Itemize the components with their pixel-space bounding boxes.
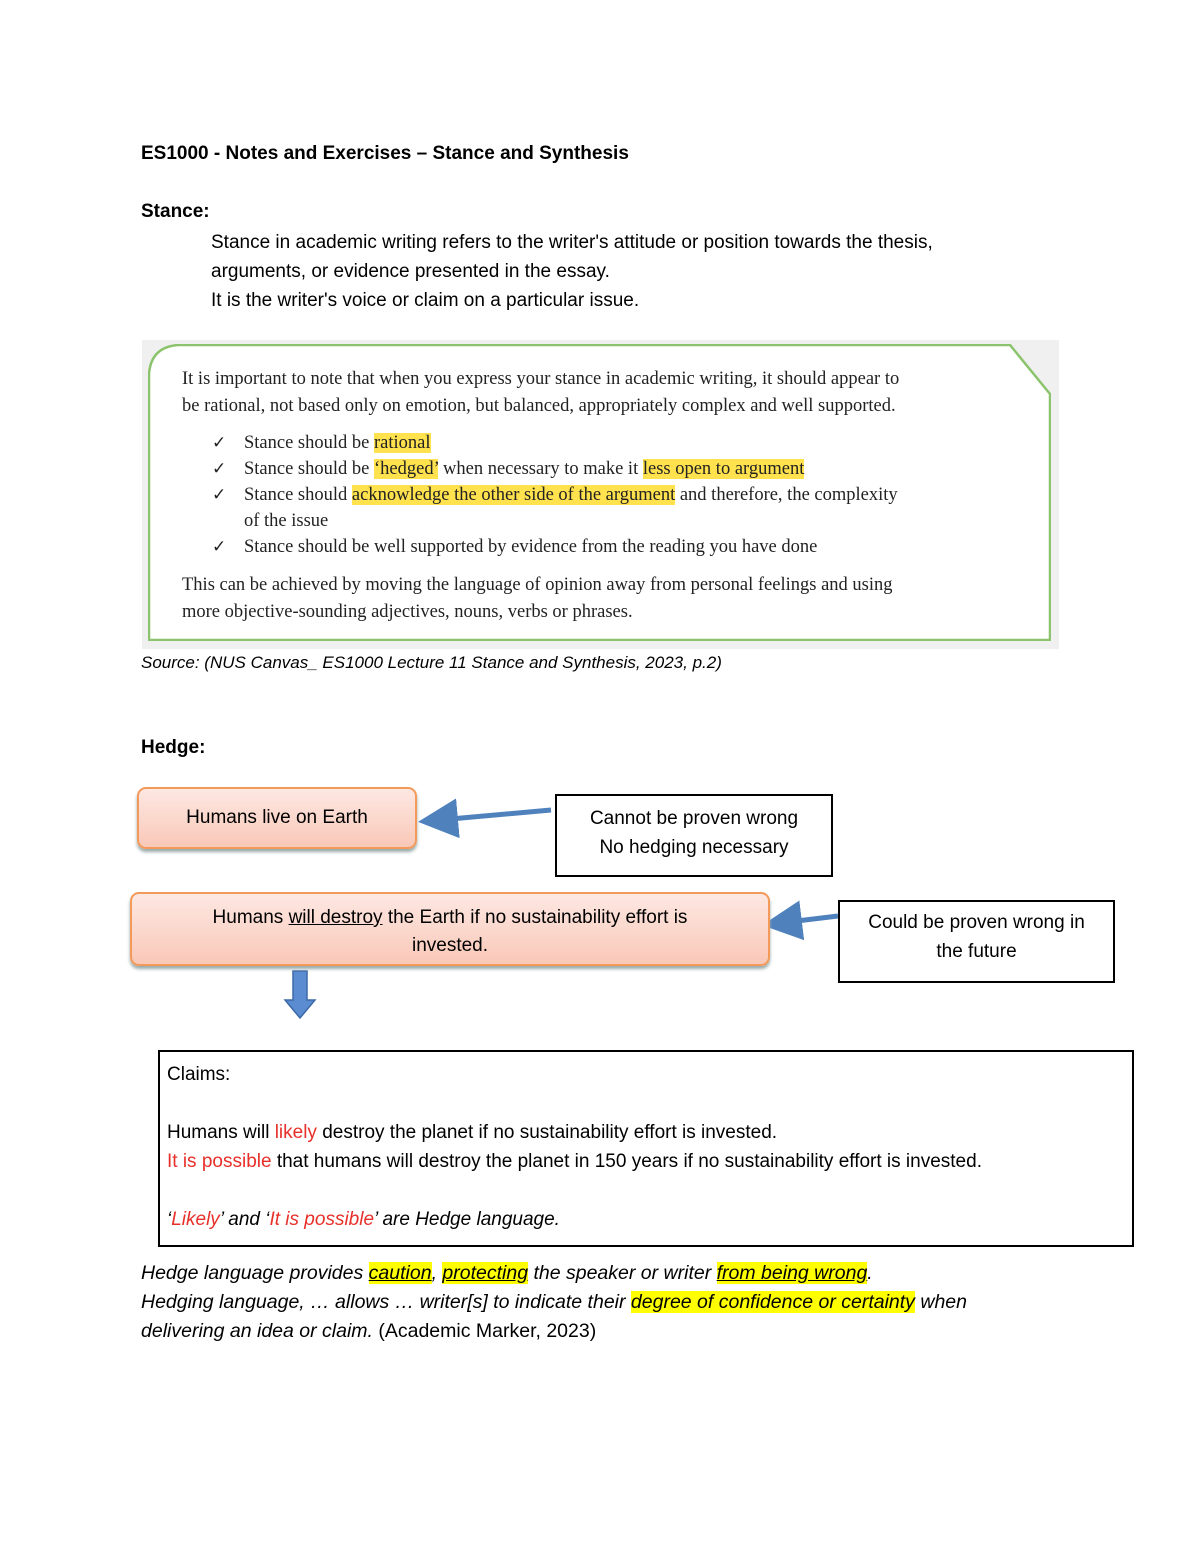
source-citation: Source: (NUS Canvas_ ES1000 Lecture 11 Stance and Synthesis, 2023, p.2): [141, 653, 722, 672]
claim-line: It is possible that humans will destroy the planet in 150 years if no sustainability effort is invested.: [167, 1151, 982, 1172]
highlight: acknowledge the other side of the argument: [351, 485, 676, 505]
list-item: ✓ Stance should be ‘hedged’ when necessary to make it less open to argument: [212, 456, 1012, 482]
list-item: ✓ Stance should acknowledge the other side of the argument and therefore, the complexity of the issue: [212, 482, 1012, 534]
quote-intro: It is important to note that when you express your stance in academic writing, it should appear to: [182, 369, 900, 389]
quote-outro: more objective-sounding adjectives, nouns, verbs or phrases.: [182, 602, 633, 622]
stance-line: It is the writer's voice or claim on a particular issue.: [211, 290, 640, 311]
stance-heading: Stance:: [141, 201, 210, 222]
stance-line: arguments, or evidence presented in the essay.: [211, 261, 610, 282]
claim-unhedged-box: Humans will destroy the Earth if no sustainability effort is invested.: [130, 892, 770, 966]
check-icon: ✓: [212, 459, 227, 478]
hedge-explanation: Hedge language provides caution, protecting the speaker or writer from being wrong. Hedging language, … allows … writer[s] to indicate their degree of confidence or certainty when delivering an idea or claim. (Academic Marker, 2023): [141, 1262, 967, 1342]
stance-line: Stance in academic writing refers to the writer's attitude or position towards the thesis,: [211, 232, 933, 253]
note-box: Could be proven wrong in the future: [838, 900, 1115, 983]
highlight: rational: [374, 433, 431, 453]
check-icon: ✓: [212, 433, 227, 452]
claim-fact-box: Humans live on Earth: [137, 787, 417, 849]
claim-note: ‘Likely’ and ‘It is possible’ are Hedge language.: [167, 1209, 560, 1230]
highlight: caution: [368, 1262, 432, 1284]
highlight: protecting: [442, 1262, 529, 1284]
check-icon: ✓: [212, 537, 227, 556]
highlight: ‘hedged’: [374, 459, 439, 479]
quote-intro: be rational, not based only on emotion, but balanced, appropriately complex and well supported.: [182, 396, 896, 416]
highlight: from being wrong: [716, 1262, 868, 1284]
highlight: less open to argument: [642, 459, 805, 479]
arrow-left-icon: [428, 810, 551, 821]
list-item: ✓ Stance should be rational: [212, 430, 1012, 456]
check-icon: ✓: [212, 485, 227, 504]
hedge-heading: Hedge:: [141, 737, 206, 758]
highlight: degree of confidence or certainty: [630, 1291, 915, 1313]
arrow-down-icon: [285, 971, 315, 1018]
claim-line: Humans will likely destroy the planet if no sustainability effort is invested.: [167, 1122, 778, 1143]
claims-label: Claims:: [167, 1064, 231, 1085]
list-item: ✓ Stance should be well supported by evidence from the reading you have done: [212, 534, 1012, 560]
note-box: Cannot be proven wrong No hedging necessary: [555, 794, 833, 877]
quote-outro: This can be achieved by moving the language of opinion away from personal feelings and using: [182, 575, 893, 595]
claims-box: [158, 1050, 1134, 1247]
arrow-left-icon: [772, 916, 838, 924]
page-title: ES1000 - Notes and Exercises – Stance and Synthesis: [141, 143, 629, 164]
